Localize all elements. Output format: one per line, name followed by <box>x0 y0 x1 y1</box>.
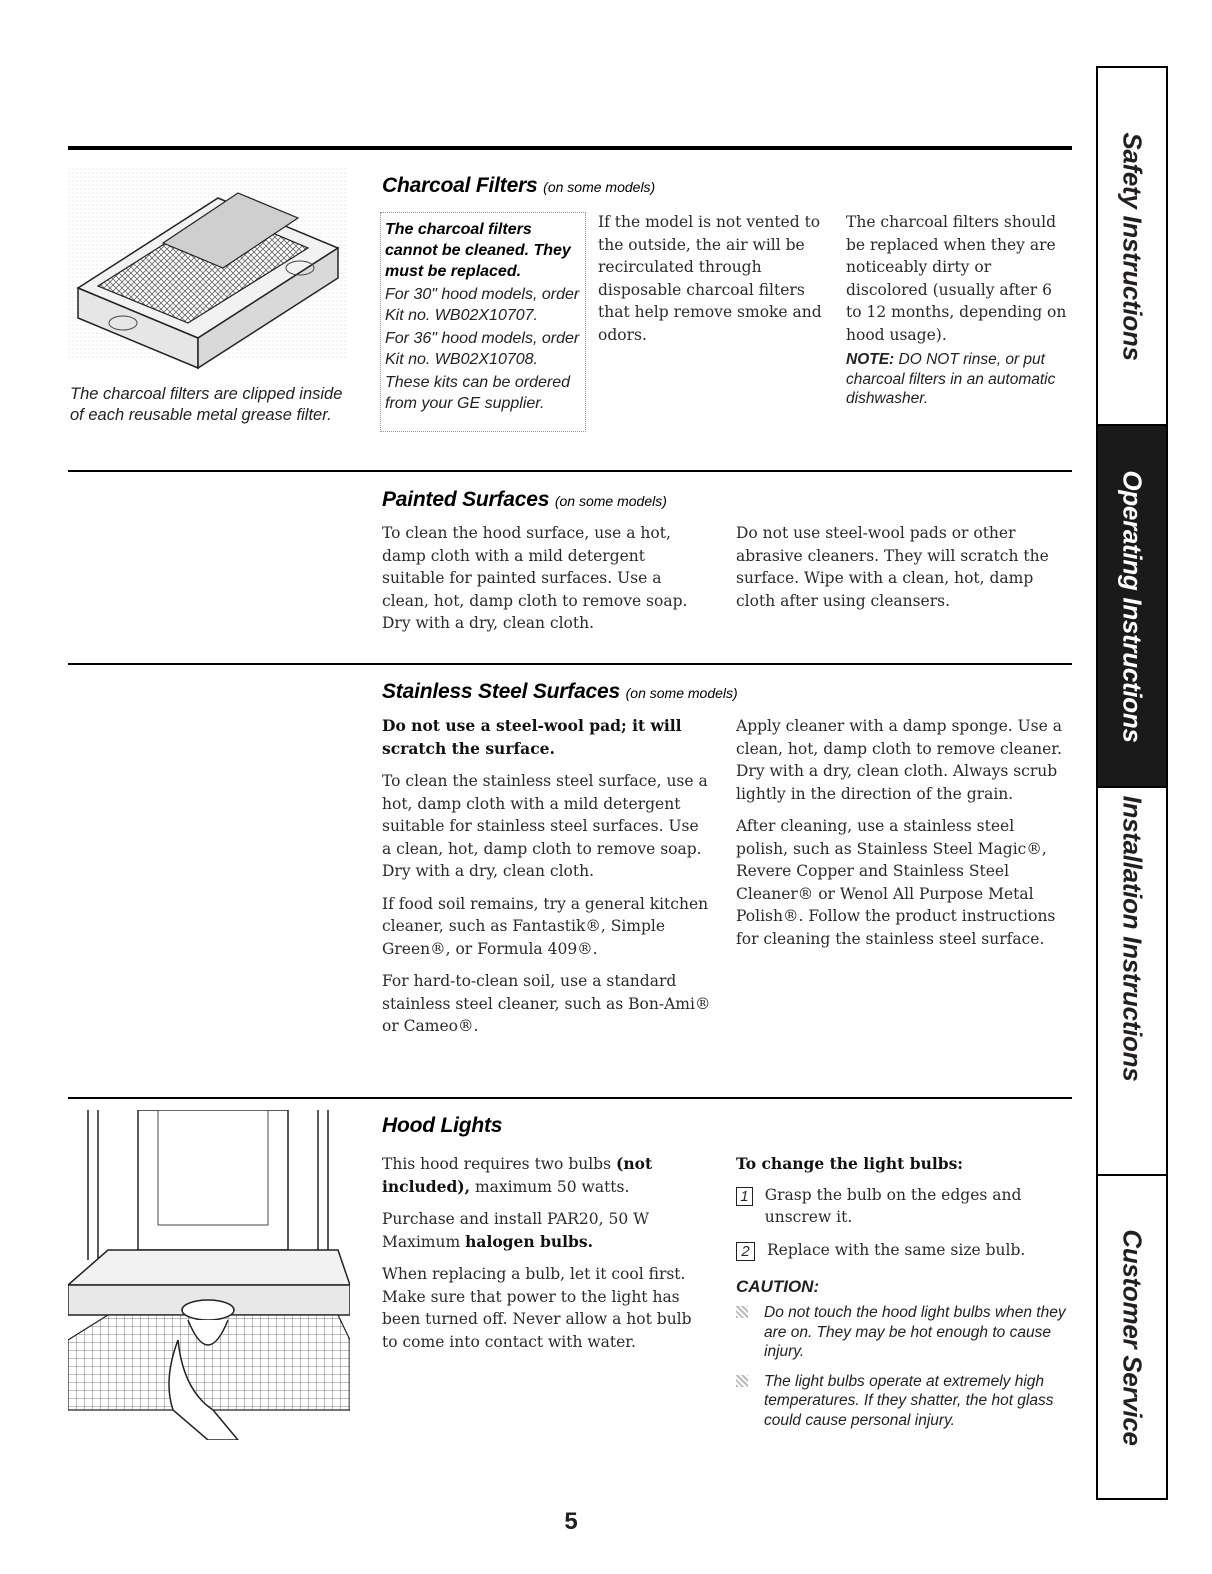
section-title-painted-surfaces: Painted Surfaces (on some models) <box>382 488 667 511</box>
lights-col2 <box>736 1153 1068 1440</box>
stainless-p1: To clean the stainless steel surface, use a hot, damp cloth with a mild detergent suitable for stainless steel surfaces. Use a clean, hot, damp cloth to remove soap. Dry with a dry, clean cloth. <box>382 772 708 880</box>
painted-col1: To clean the hood surface, use a hot, damp cloth with a mild detergent suitable for painted surfaces. Use a clean, hot, damp cloth to remove soap. Dry with a dry, clean cloth. <box>382 524 688 632</box>
callout-box <box>380 212 586 432</box>
callout-warning: The charcoal filters cannot be cleaned. They must be replaced. <box>385 221 571 280</box>
painted-col2: Do not use steel-wool pads or other abrasive cleaners. They will scratch the surface. Wipe with a clean, hot, damp cloth after using cleansers. <box>736 524 1049 610</box>
section-rule <box>68 470 1072 472</box>
charcoal-filter-illustration <box>68 168 348 378</box>
order-36-inch: For 36" hood models, order Kit no. WB02X10708. <box>385 330 580 368</box>
charcoal-col2-block <box>846 211 1068 409</box>
step-number: 1 <box>736 1187 753 1206</box>
tab-safety-instructions[interactable]: Safety Instructions <box>1117 131 1148 361</box>
stainless-p3: For hard-to-clean soil, use a standard stainless steel cleaner, such as Bon-Ami® or Cameo®. <box>382 972 711 1035</box>
stainless-col2 <box>736 715 1066 960</box>
stainless-p5: After cleaning, use a stainless steel polish, such as Stainless Steel Magic®, Revere Copper and Stainless Steel Cleaner® or Wenol All Purpose Metal Polish®. Follow the product instructions for cleaning the stainless steel surface. <box>736 817 1056 948</box>
note: NOTE: DO NOT rinse, or put charcoal filters in an automatic dishwasher. <box>846 351 1056 407</box>
lights-col1: This hood requires two bulbs (not included), maximum 50 watts. Purchase and install PAR20, 50 W Maximum halogen bulbs. When replacing a bulb, let it cool first. Make sure that power to the light has been turned off. Never allow a hot bulb to come into contact with water. <box>382 1153 712 1363</box>
charcoal-col2: The charcoal filters should be replaced when they are noticeably dirty or discolored (usually after 6 to 12 months, depending on hood usage). <box>846 213 1067 344</box>
tab-operating-instructions[interactable]: Operating Instructions <box>1098 426 1166 786</box>
tab-customer-service[interactable]: Customer Service <box>1117 1228 1148 1446</box>
lights-p3: When replacing a bulb, let it cool first. Make sure that power to the light has been turned off. Never allow a hot bulb to come into contact with water. <box>382 1265 692 1351</box>
page-number: 5 <box>564 1508 578 1535</box>
section-title-stainless-steel-surfaces: Stainless Steel Surfaces (on some models) <box>382 680 738 703</box>
section-title-hood-lights: Hood Lights <box>382 1114 503 1137</box>
bullet-icon <box>736 1306 748 1318</box>
stainless-p4: Apply cleaner with a damp sponge. Use a clean, hot, damp cloth to remove cleaner. Dry with a dry, clean cloth. Always scrub lightly in the direction of the grain. <box>736 717 1062 803</box>
tab-installation-instructions[interactable]: Installation Instructions <box>1117 795 1148 1081</box>
stainless-col1 <box>382 715 712 1048</box>
bullet-icon <box>736 1375 748 1387</box>
caution-label: CAUTION: <box>736 1277 820 1296</box>
section-rule <box>68 1097 1072 1099</box>
stainless-p2: If food soil remains, try a general kitchen cleaner, such as Fantastik®, Simple Green®, or Formula 409®. <box>382 894 709 958</box>
caution-item-1: Do not touch the hood light bulbs when they are on. They may be hot enough to cause injury. <box>736 1303 1068 1362</box>
stainless-warning: Do not use a steel-wool pad; it will scratch the surface. <box>382 716 682 758</box>
order-30-inch: For 30" hood models, order Kit no. WB02X10707. <box>385 286 580 324</box>
step-2: 2 Replace with the same size bulb. <box>736 1239 1068 1262</box>
step-number: 2 <box>736 1242 755 1261</box>
steps-title: To change the light bulbs: <box>736 1154 964 1173</box>
section-rule <box>68 663 1072 665</box>
section-title-charcoal-filters: Charcoal Filters (on some models) <box>382 174 656 197</box>
supplier-note: These kits can be ordered from your GE supplier. <box>385 374 570 412</box>
caution-item-2: The light bulbs operate at extremely high temperatures. If they shatter, the hot glass could cause personal injury. <box>736 1372 1068 1431</box>
step-1: 1 Grasp the bulb on the edges and unscrew it. <box>736 1184 1068 1229</box>
section-rule <box>68 146 1072 150</box>
hood-light-illustration <box>68 1110 350 1440</box>
charcoal-col1: If the model is not vented to the outside, the air will be recirculated through disposable charcoal filters that help remove smoke and odors. <box>598 213 822 344</box>
figure-caption: The charcoal filters are clipped inside of each reusable metal grease filter. <box>70 385 343 424</box>
sidebar-tabs <box>1096 66 1168 1500</box>
